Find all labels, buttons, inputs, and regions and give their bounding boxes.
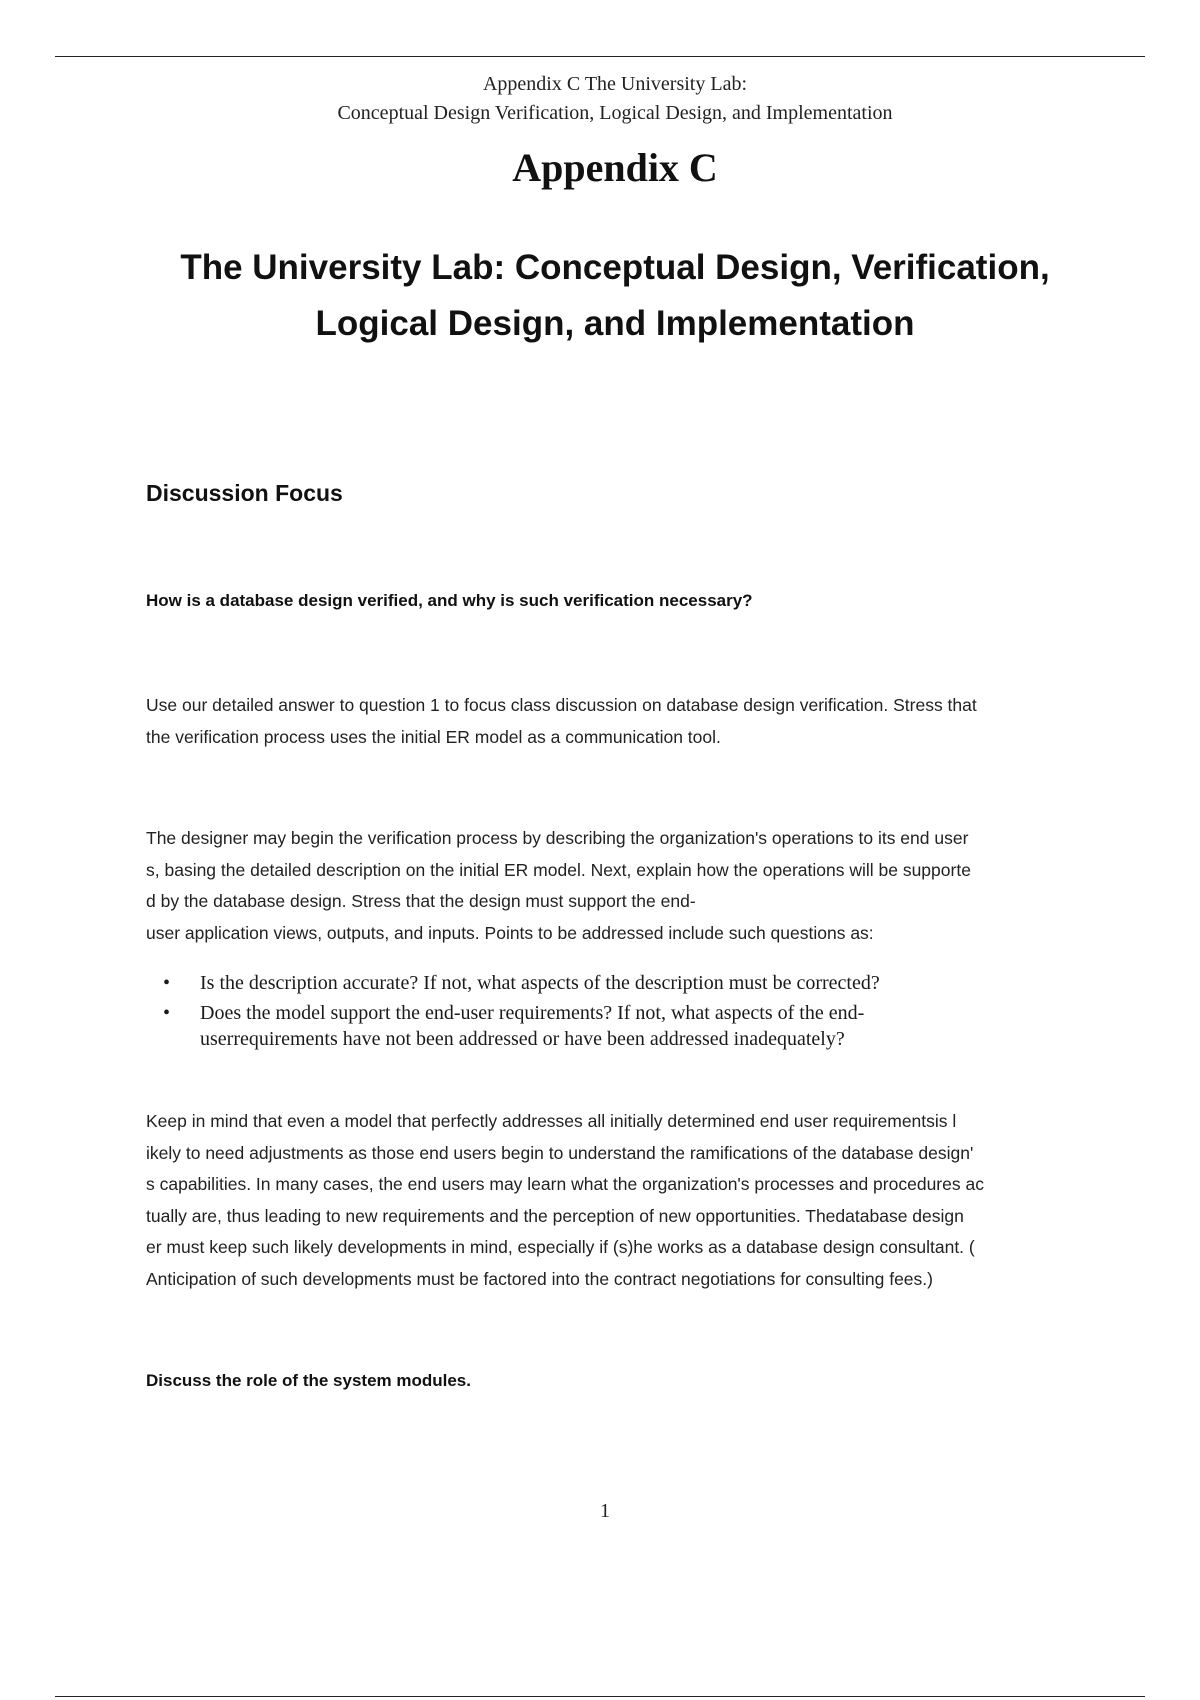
paragraph-line: the verification process uses the initial ER model as a communication tool. [146, 726, 721, 747]
paragraph-line: s, basing the detailed description on the initial ER model. Next, explain how the operations will be supporte [146, 859, 971, 880]
lab-title-line-2: Logical Design, and Implementation [315, 304, 915, 343]
bullet-list [146, 970, 1046, 1056]
paragraph-2 [146, 823, 1096, 949]
bullet-line: Does the model support the end-user requirements? If not, what aspects of the end- [200, 1002, 865, 1024]
bullet-line: userrequirements have not been addressed or have been addressed inadequately? [200, 1028, 845, 1050]
paragraph-line: Keep in mind that even a model that perfectly addresses all initially determined end user requirementsis l [146, 1111, 957, 1131]
running-header [0, 70, 1200, 128]
question-1: How is a database design verified, and why is such verification necessary? [146, 591, 753, 610]
running-header-line-2: Conceptual Design Verification, Logical Design, and Implementation [337, 102, 893, 124]
paragraph-line: d by the database design. Stress that the design must support the end- [146, 891, 696, 911]
lab-title [0, 240, 1200, 352]
page-number: 1 [600, 1500, 610, 1522]
running-header-line-1: Appendix C The University Lab: [482, 73, 748, 95]
paragraph-line: user application views, outputs, and inputs. Points to be addressed include such questions as: [146, 922, 874, 943]
bullet-line: Is the description accurate? If not, what aspects of the description must be corrected? [200, 972, 880, 994]
paragraph-3 [146, 1106, 1096, 1295]
paragraph-line: tually are, thus leading to new requirements and the perception of new opportunities. Thedatabase design [146, 1205, 964, 1226]
appendix-title: Appendix C [512, 145, 718, 190]
paragraph-line: er must keep such likely developments in mind, especially if (s)he works as a database design consultant. ( [146, 1237, 975, 1257]
question-2: Discuss the role of the system modules. [146, 1371, 471, 1390]
paragraph-line: The designer may begin the verification process by describing the organization's operations to its end user [146, 828, 969, 848]
paragraph-line: ikely to need adjustments as those end users begin to understand the ramifications of the database design' [146, 1142, 974, 1163]
section-heading: Discussion Focus [146, 480, 343, 506]
bullet-item [146, 970, 1046, 996]
bullet-dot-icon: • [163, 1002, 171, 1024]
paragraph-line: Anticipation of such developments must be factored into the contract negotiations for consulting fees.) [146, 1268, 933, 1289]
top-rule [55, 56, 1145, 57]
bullet-item [146, 1000, 1046, 1052]
paragraph-line: Use our detailed answer to question 1 to focus class discussion on database design verification. Stress that [146, 695, 977, 715]
bullet-dot-icon: • [163, 972, 171, 994]
bottom-rule [55, 1696, 1145, 1697]
paragraph-1 [146, 690, 1096, 753]
lab-title-line-1: The University Lab: Conceptual Design, Verification, [180, 248, 1050, 287]
paragraph-line: s capabilities. In many cases, the end users may learn what the organization's processes and procedures ac [146, 1174, 984, 1194]
